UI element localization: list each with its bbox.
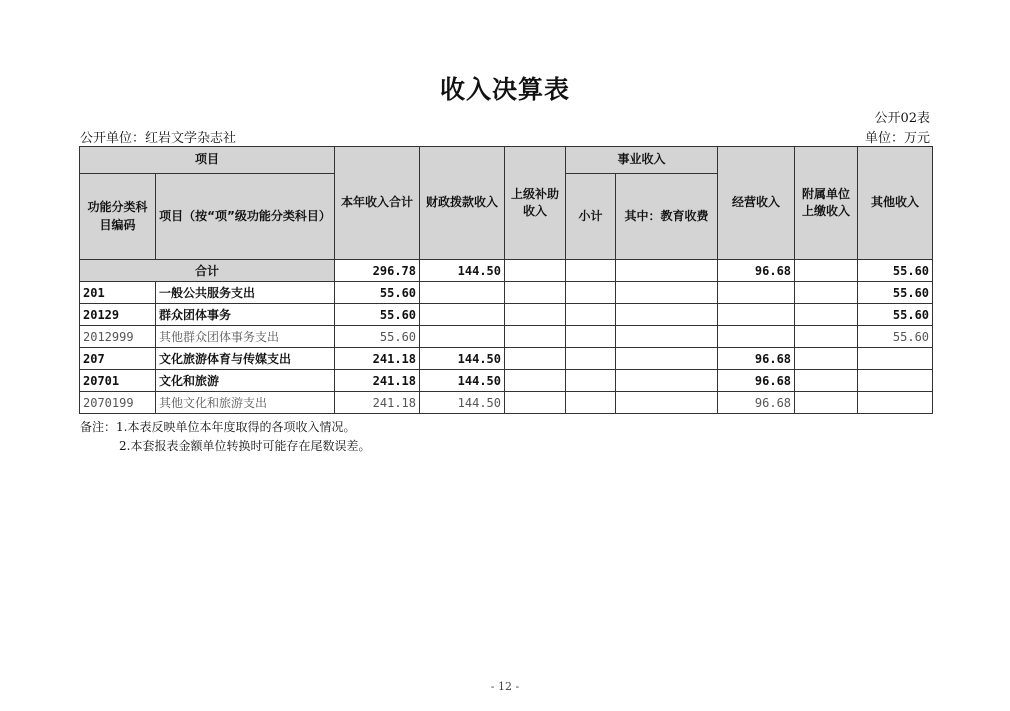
table-row	[80, 304, 933, 326]
row-fiscal	[420, 304, 505, 326]
header-total-income: 本年收入合计	[335, 147, 420, 260]
total-label: 合计	[80, 260, 335, 282]
row-other: 55.60	[858, 326, 933, 348]
row-affiliated	[795, 370, 858, 392]
row-subtotal	[566, 348, 616, 370]
total-fiscal: 144.50	[420, 260, 505, 282]
note-line: 备注：1.本表反映单位本年度取得的各项收入情况。	[80, 420, 356, 434]
row-operating: 96.68	[718, 348, 795, 370]
row-superior	[505, 304, 566, 326]
row-other	[858, 392, 933, 414]
row-operating: 96.68	[718, 392, 795, 414]
reporting-unit: 公开单位：红岩文学杂志社	[80, 131, 237, 146]
table-row	[80, 326, 933, 348]
header-project: 项目	[80, 147, 335, 174]
row-education	[616, 282, 718, 304]
row-fiscal	[420, 326, 505, 348]
row-operating	[718, 304, 795, 326]
header-subtotal: 小计	[566, 174, 616, 260]
row-affiliated	[795, 326, 858, 348]
row-subtotal	[566, 282, 616, 304]
row-other	[858, 348, 933, 370]
total-affiliated	[795, 260, 858, 282]
row-subtotal	[566, 370, 616, 392]
row-education	[616, 304, 718, 326]
row-affiliated	[795, 348, 858, 370]
row-affiliated	[795, 392, 858, 414]
row-fiscal: 144.50	[420, 370, 505, 392]
row-total: 241.18	[335, 392, 420, 414]
row-affiliated	[795, 282, 858, 304]
row-other	[858, 370, 933, 392]
row-other: 55.60	[858, 282, 933, 304]
row-subtotal	[566, 326, 616, 348]
total-superior	[505, 260, 566, 282]
row-superior	[505, 392, 566, 414]
row-code: 207	[80, 348, 156, 370]
row-education	[616, 370, 718, 392]
row-name: 文化和旅游	[156, 370, 335, 392]
total-total: 296.78	[335, 260, 420, 282]
total-education	[616, 260, 718, 282]
row-operating: 96.68	[718, 370, 795, 392]
row-education	[616, 392, 718, 414]
row-name: 群众团体事务	[156, 304, 335, 326]
row-superior	[505, 348, 566, 370]
row-total: 55.60	[335, 304, 420, 326]
row-name: 其他群众团体事务支出	[156, 326, 335, 348]
header-other-income: 其他收入	[858, 147, 933, 260]
row-superior	[505, 282, 566, 304]
row-code: 2012999	[80, 326, 156, 348]
row-affiliated	[795, 304, 858, 326]
row-total: 55.60	[335, 326, 420, 348]
total-row	[80, 260, 933, 282]
row-code: 2070199	[80, 392, 156, 414]
table-row	[80, 348, 933, 370]
header-item-name: 项目（按“项”级功能分类科目）	[156, 174, 335, 260]
row-fiscal	[420, 282, 505, 304]
page-number: - 12 -	[490, 680, 520, 693]
row-education	[616, 348, 718, 370]
row-total: 241.18	[335, 370, 420, 392]
row-name: 其他文化和旅游支出	[156, 392, 335, 414]
row-name: 一般公共服务支出	[156, 282, 335, 304]
page-title: 收入决算表	[439, 75, 570, 104]
row-education	[616, 326, 718, 348]
header-operating-income: 经营收入	[718, 147, 795, 260]
total-operating: 96.68	[718, 260, 795, 282]
row-superior	[505, 326, 566, 348]
note-line: 2.本套报表金额单位转换时可能存在尾数误差。	[119, 439, 371, 453]
header-affiliated-income: 附属单位上缴收入	[795, 147, 858, 260]
income-table	[79, 146, 933, 414]
header-superior-subsidy: 上级补助收入	[505, 147, 566, 260]
row-other: 55.60	[858, 304, 933, 326]
table-row	[80, 282, 933, 304]
row-fiscal: 144.50	[420, 392, 505, 414]
header-func-code: 功能分类科目编码	[80, 174, 156, 260]
table-row	[80, 370, 933, 392]
row-operating	[718, 282, 795, 304]
total-other: 55.60	[858, 260, 933, 282]
row-total: 55.60	[335, 282, 420, 304]
row-subtotal	[566, 304, 616, 326]
row-total: 241.18	[335, 348, 420, 370]
header-fiscal-appropriation: 财政拨款收入	[420, 147, 505, 260]
currency-unit: 单位：万元	[864, 131, 930, 146]
row-name: 文化旅游体育与传媒支出	[156, 348, 335, 370]
header-business-income: 事业收入	[566, 147, 718, 174]
notes	[80, 418, 370, 456]
row-fiscal: 144.50	[420, 348, 505, 370]
row-operating	[718, 326, 795, 348]
table-row	[80, 392, 933, 414]
row-subtotal	[566, 392, 616, 414]
row-superior	[505, 370, 566, 392]
row-code: 20701	[80, 370, 156, 392]
row-code: 201	[80, 282, 156, 304]
header-education-fee: 其中：教育收费	[616, 174, 718, 260]
total-subtotal	[566, 260, 616, 282]
row-code: 20129	[80, 304, 156, 326]
form-code: 公开02表	[874, 111, 930, 126]
